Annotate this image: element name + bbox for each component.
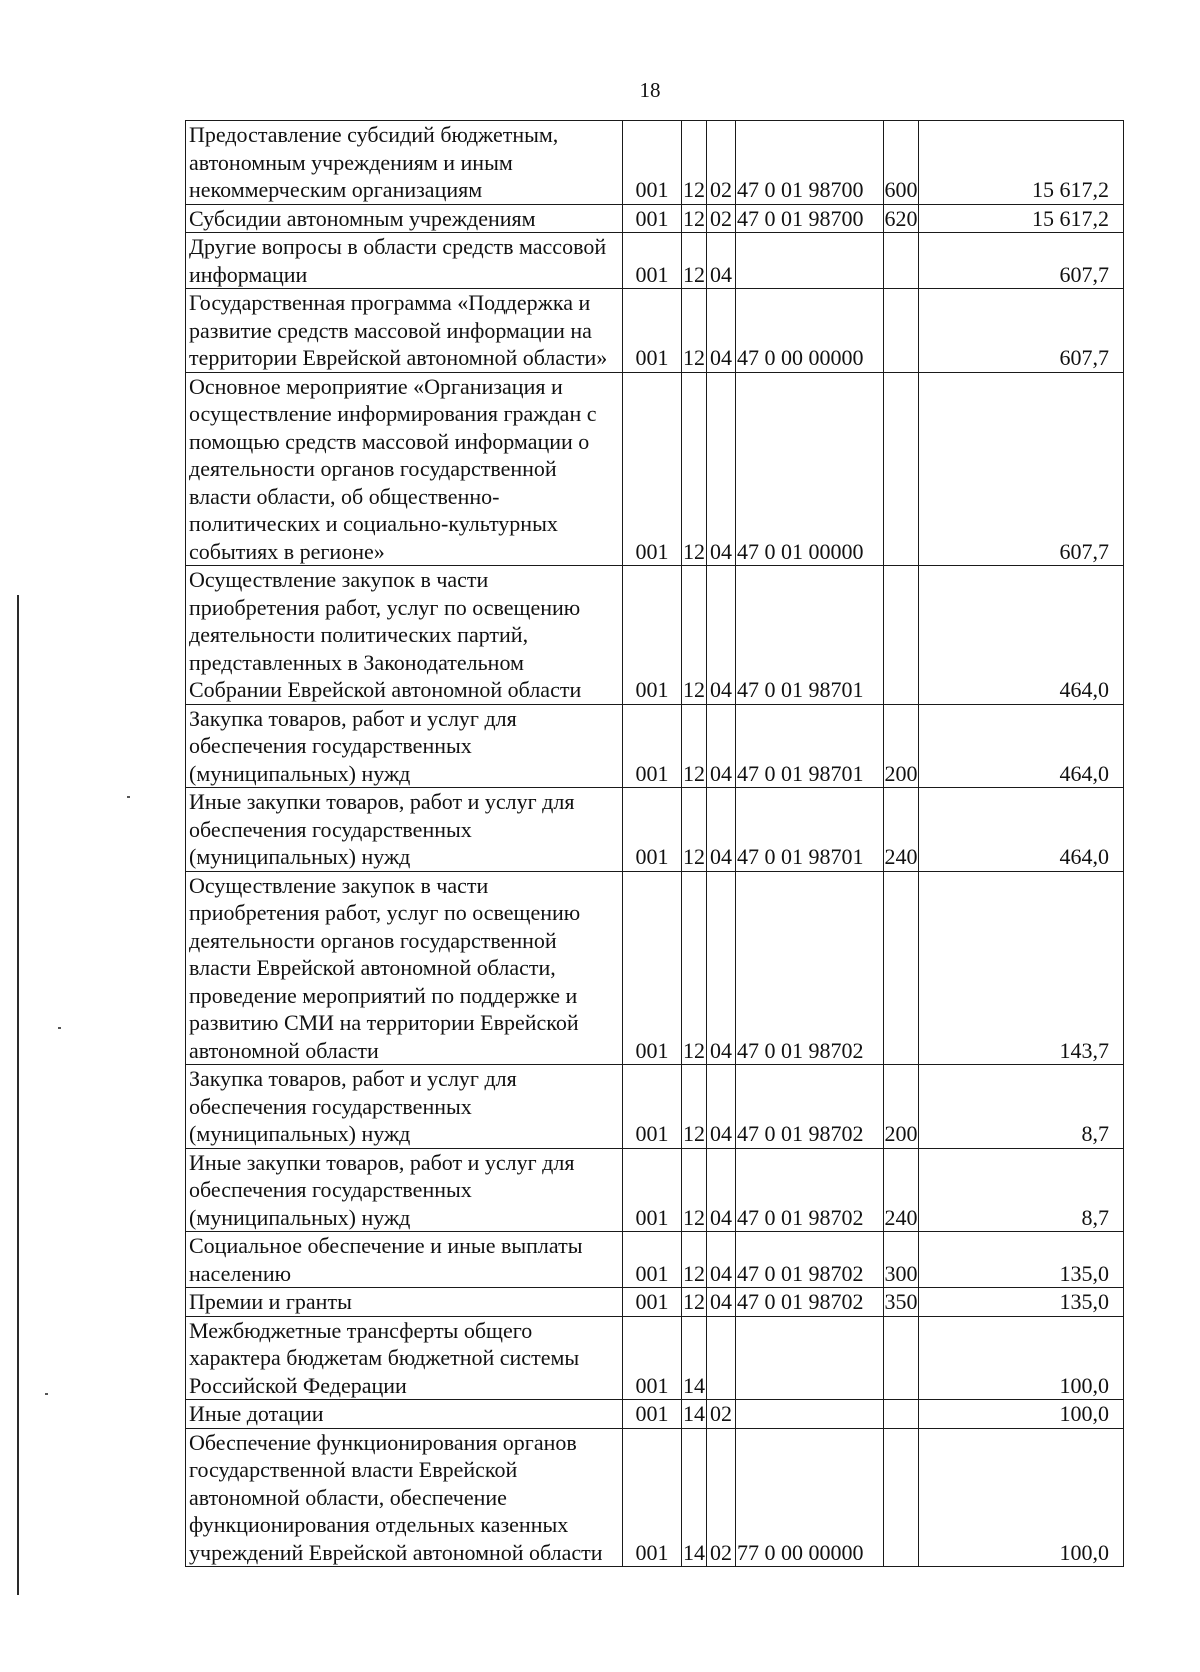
expense-type-code: 200 bbox=[884, 704, 919, 788]
section-code: 14 bbox=[682, 1428, 707, 1567]
admin-code: 001 bbox=[623, 121, 682, 205]
section-code: 12 bbox=[682, 788, 707, 872]
target-article-code: 47 0 01 00000 bbox=[736, 372, 884, 566]
expense-type-code bbox=[884, 1400, 919, 1429]
subsection-code: 02 bbox=[707, 204, 736, 233]
target-article-code: 47 0 01 98700 bbox=[736, 204, 884, 233]
admin-code: 001 bbox=[623, 1065, 682, 1149]
subsection-code: 04 bbox=[707, 1288, 736, 1317]
admin-code: 001 bbox=[623, 233, 682, 289]
row-name: Другие вопросы в области средств массовой информации bbox=[186, 233, 623, 289]
amount: 143,7 bbox=[919, 871, 1124, 1065]
expense-type-code: 600 bbox=[884, 121, 919, 205]
expense-type-code: 200 bbox=[884, 1065, 919, 1149]
amount: 8,7 bbox=[919, 1148, 1124, 1232]
row-name: Премии и гранты bbox=[186, 1288, 623, 1317]
subsection-code: 02 bbox=[707, 1428, 736, 1567]
scan-speck bbox=[127, 796, 130, 798]
subsection-code: 04 bbox=[707, 289, 736, 373]
scan-margin-line bbox=[17, 595, 19, 1595]
subsection-code: 04 bbox=[707, 1232, 736, 1288]
amount: 15 617,2 bbox=[919, 121, 1124, 205]
table-row bbox=[186, 871, 1124, 1065]
amount: 100,0 bbox=[919, 1316, 1124, 1400]
row-name: Субсидии автономным учреждениям bbox=[186, 204, 623, 233]
expense-type-code bbox=[884, 233, 919, 289]
section-code: 12 bbox=[682, 1065, 707, 1149]
admin-code: 001 bbox=[623, 1232, 682, 1288]
amount: 100,0 bbox=[919, 1400, 1124, 1429]
admin-code: 001 bbox=[623, 1428, 682, 1567]
amount: 607,7 bbox=[919, 372, 1124, 566]
table-row bbox=[186, 1065, 1124, 1149]
row-name: Закупка товаров, работ и услуг для обеспечения государственных (муниципальных) нужд bbox=[186, 704, 623, 788]
subsection-code: 04 bbox=[707, 1065, 736, 1149]
amount: 135,0 bbox=[919, 1232, 1124, 1288]
admin-code: 001 bbox=[623, 1288, 682, 1317]
row-name: Межбюджетные трансферты общего характера бюджетам бюджетной системы Российской Федерации bbox=[186, 1316, 623, 1400]
target-article-code: 77 0 00 00000 bbox=[736, 1428, 884, 1567]
section-code: 14 bbox=[682, 1316, 707, 1400]
expense-type-code bbox=[884, 1316, 919, 1400]
expense-type-code bbox=[884, 372, 919, 566]
target-article-code: 47 0 01 98701 bbox=[736, 566, 884, 705]
admin-code: 001 bbox=[623, 704, 682, 788]
table-row bbox=[186, 372, 1124, 566]
expense-type-code: 240 bbox=[884, 788, 919, 872]
row-name: Предоставление субсидий бюджетным, автономным учреждениям и иным некоммерческим организациям bbox=[186, 121, 623, 205]
expense-type-code bbox=[884, 871, 919, 1065]
expense-type-code: 240 bbox=[884, 1148, 919, 1232]
section-code: 12 bbox=[682, 566, 707, 705]
section-code: 12 bbox=[682, 1232, 707, 1288]
amount: 135,0 bbox=[919, 1288, 1124, 1317]
target-article-code: 47 0 00 00000 bbox=[736, 289, 884, 373]
row-name: Основное мероприятие «Организация и осуществление информирования граждан с помощью средств массовой информации о деятельности органов государственной власти области, об общественно- политических и социально-культурных событиях в регионе» bbox=[186, 372, 623, 566]
expense-type-code bbox=[884, 566, 919, 705]
subsection-code: 04 bbox=[707, 871, 736, 1065]
expense-type-code bbox=[884, 1428, 919, 1567]
subsection-code: 04 bbox=[707, 566, 736, 705]
admin-code: 001 bbox=[623, 566, 682, 705]
row-name: Обеспечение функционирования органов государственной власти Еврейской автономной области, обеспечение функционирования отдельных казенных учреждений Еврейской автономной области bbox=[186, 1428, 623, 1567]
subsection-code: 04 bbox=[707, 788, 736, 872]
admin-code: 001 bbox=[623, 289, 682, 373]
page-number: 18 bbox=[639, 78, 661, 102]
table-row bbox=[186, 1232, 1124, 1288]
subsection-code bbox=[707, 1316, 736, 1400]
row-name: Закупка товаров, работ и услуг для обеспечения государственных (муниципальных) нужд bbox=[186, 1065, 623, 1149]
table-row bbox=[186, 1148, 1124, 1232]
section-code: 14 bbox=[683, 1401, 705, 1426]
target-article-code: 47 0 01 98702 bbox=[736, 871, 884, 1065]
row-name: Осуществление закупок в части приобретения работ, услуг по освещению деятельности политических партий, представленных в Законодательном Собрании Еврейской автономной области bbox=[186, 566, 623, 705]
subsection-code: 04 bbox=[707, 372, 736, 566]
target-article-code: 47 0 01 98702 bbox=[736, 1148, 884, 1232]
section-code: 12 bbox=[682, 121, 707, 205]
expense-type-code: 300 bbox=[884, 1232, 919, 1288]
scan-speck bbox=[45, 1393, 48, 1395]
subsection-code: 04 bbox=[707, 704, 736, 788]
section-code: 12 bbox=[682, 372, 707, 566]
target-article-code bbox=[736, 1400, 884, 1429]
table-row bbox=[186, 1428, 1124, 1567]
admin-code: 001 bbox=[623, 204, 682, 233]
admin-code: 001 bbox=[623, 1400, 682, 1429]
expense-type-code: 350 bbox=[884, 1289, 918, 1314]
table-row bbox=[186, 788, 1124, 872]
amount: 100,0 bbox=[919, 1428, 1124, 1567]
target-article-code: 47 0 01 98700 bbox=[736, 121, 884, 205]
row-name: Государственная программа «Поддержка и развитие средств массовой информации на территории Еврейской автономной области» bbox=[186, 289, 623, 373]
section-code: 12 bbox=[682, 871, 707, 1065]
expense-type-code bbox=[884, 289, 919, 373]
target-article-code: 47 0 01 98701 bbox=[736, 704, 884, 788]
section-code: 12 bbox=[682, 1148, 707, 1232]
section-code: 12 bbox=[683, 205, 705, 231]
amount: 607,7 bbox=[919, 289, 1124, 373]
amount: 464,0 bbox=[919, 788, 1124, 872]
table-row bbox=[186, 1316, 1124, 1400]
target-article-code: 47 0 01 98702 bbox=[736, 1288, 884, 1317]
target-article-code bbox=[736, 233, 884, 289]
target-article-code: 47 0 01 98702 bbox=[736, 1065, 884, 1149]
amount: 464,0 bbox=[919, 566, 1124, 705]
subsection-code: 02 bbox=[707, 121, 736, 205]
table-row bbox=[186, 566, 1124, 705]
amount: 607,7 bbox=[919, 233, 1124, 289]
row-name: Иные дотации bbox=[186, 1400, 623, 1429]
subsection-code: 02 bbox=[707, 1400, 736, 1429]
section-code: 12 bbox=[683, 1289, 705, 1314]
row-name: Социальное обеспечение и иные выплаты населению bbox=[186, 1232, 623, 1288]
admin-code: 001 bbox=[623, 871, 682, 1065]
admin-code: 001 bbox=[623, 372, 682, 566]
row-name: Иные закупки товаров, работ и услуг для обеспечения государственных (муниципальных) нужд bbox=[186, 788, 623, 872]
scan-speck bbox=[58, 1027, 61, 1029]
amount: 15 617,2 bbox=[919, 204, 1124, 233]
row-name: Осуществление закупок в части приобретения работ, услуг по освещению деятельности органов государственной власти Еврейской автономной области, проведение мероприятий по поддержке и развитию СМИ на территории Еврейской автономной области bbox=[186, 871, 623, 1065]
section-code: 12 bbox=[682, 704, 707, 788]
admin-code: 001 bbox=[623, 1316, 682, 1400]
table-row bbox=[186, 204, 1124, 233]
target-article-code: 47 0 01 98701 bbox=[736, 788, 884, 872]
target-article-code: 47 0 01 98702 bbox=[736, 1232, 884, 1288]
budget-table bbox=[185, 120, 1124, 1567]
row-name: Иные закупки товаров, работ и услуг для обеспечения государственных (муниципальных) нужд bbox=[186, 1148, 623, 1232]
expense-type-code: 620 bbox=[884, 205, 918, 231]
table-row bbox=[186, 121, 1124, 205]
table-row bbox=[186, 704, 1124, 788]
table-row bbox=[186, 233, 1124, 289]
section-code: 12 bbox=[682, 289, 707, 373]
table-row bbox=[186, 1288, 1124, 1317]
amount: 8,7 bbox=[919, 1065, 1124, 1149]
table-row bbox=[186, 1400, 1124, 1429]
subsection-code: 04 bbox=[707, 233, 736, 289]
subsection-code: 04 bbox=[707, 1148, 736, 1232]
table-row bbox=[186, 289, 1124, 373]
section-code: 12 bbox=[682, 233, 707, 289]
table-body bbox=[186, 121, 1124, 1567]
admin-code: 001 bbox=[623, 1148, 682, 1232]
admin-code: 001 bbox=[623, 788, 682, 872]
target-article-code bbox=[736, 1316, 884, 1400]
amount: 464,0 bbox=[919, 704, 1124, 788]
